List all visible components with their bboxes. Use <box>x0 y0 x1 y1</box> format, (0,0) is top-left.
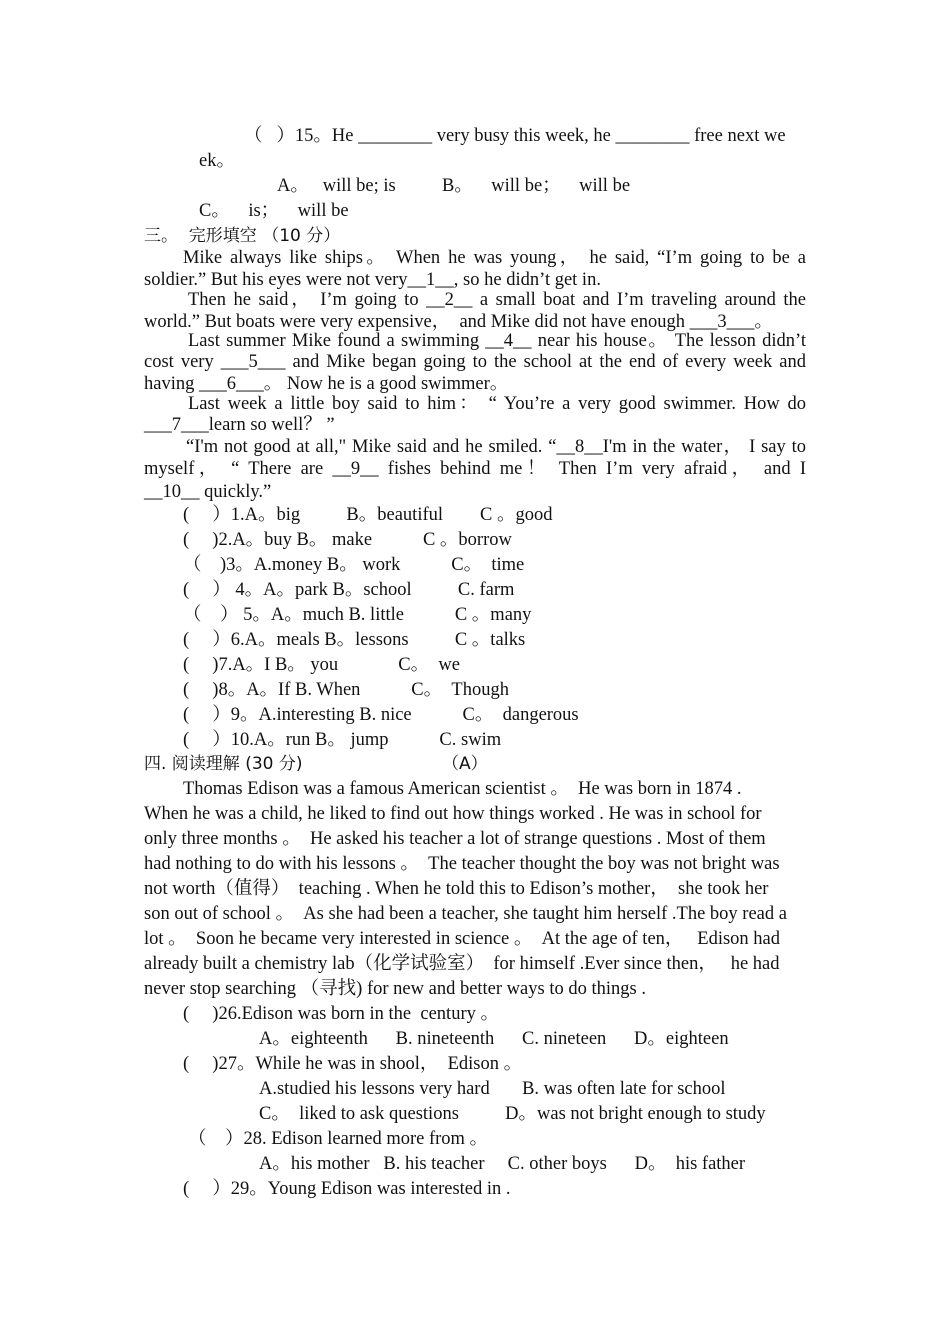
cloze-line-3: Then he said， I’m going to __2__ a small boat and I’m traveling around the <box>188 290 806 310</box>
cloze-line-4: world.” But boats were very expensive， and Mike did not have enough ___3___。 <box>144 312 773 332</box>
question-28-options: A。his mother B. his teacher C. other boys D。 his father <box>259 1154 746 1174</box>
reading-line-6: son out of school 。 As she had been a teacher, she taught him herself .The boy read a <box>144 904 787 924</box>
cloze-line-12: __10__ quickly.” <box>144 482 272 502</box>
cloze-question-10: ( ）10.A。run B。 jump C. swim <box>183 730 502 750</box>
cloze-line-7: having ___6___。 Now he is a good swimmer。 <box>144 374 509 394</box>
q15-option-c: C。 is； will be <box>199 201 349 221</box>
cloze-line-6: cost very ___5___ and Mike began going to the school at the end of every week and <box>144 352 806 372</box>
question-29-stem: ( ）29。Young Edison was interested in . <box>183 1179 511 1199</box>
cloze-line-1: Mike always like ships。 When he was young， he said, “I’m going to be a <box>183 248 806 268</box>
reading-line-8: already built a chemistry lab（化学试验室） for himself .Ever since then， he had <box>144 954 780 974</box>
reading-line-9: never stop searching （寻找) for new and better ways to do things . <box>144 979 646 999</box>
cloze-question-4: ( ） 4。A。park B。school C. farm <box>183 580 515 600</box>
section4-part-label: （A） <box>442 754 488 774</box>
q15-stem-line1: （ ）15。He ________ very busy this week, he ________ free next we <box>244 126 786 146</box>
cloze-question-7: ( )7.A。I B。 you C。 we <box>183 655 460 675</box>
reading-line-7: lot 。 Soon he became very interested in science 。 At the age of ten， Edison had <box>144 929 781 949</box>
question-26-options: A。eighteenth B. nineteenth C. nineteen D。eighteen <box>259 1029 729 1049</box>
reading-line-2: When he was a child, he liked to find out how things worked . He was in school for <box>144 804 762 824</box>
cloze-question-8: ( )8。A。If B. When C。 Though <box>183 680 509 700</box>
q15-options-ab: A。 will be; is B。 will be； will be <box>277 176 631 196</box>
question-26-stem: ( )26.Edison was born in the century 。 <box>183 1004 499 1024</box>
question-27-options-ab: A.studied his lessons very hard B. was often late for school <box>259 1079 726 1099</box>
cloze-question-1: ( ）1.A。big B。beautiful C 。good <box>183 505 553 525</box>
cloze-line-8: Last week a little boy said to him： “ You’re a very good swimmer. How do <box>188 394 806 414</box>
q15-stem-line2: ek。 <box>199 151 235 171</box>
section3-heading: 三。 完形填空 （10 分） <box>144 226 341 246</box>
cloze-question-6: ( ）6.A。meals B。lessons C 。talks <box>183 630 526 650</box>
cloze-question-5: （ ） 5。A。much B. little C 。many <box>183 605 532 625</box>
cloze-question-3: （ )3。A.money B。 work C。 time <box>183 555 525 575</box>
reading-line-1: Thomas Edison was a famous American scientist 。 He was born in 1874 . <box>183 779 742 799</box>
question-28-stem: （ ）28. Edison learned more from 。 <box>188 1129 489 1149</box>
question-27-options-cd: C。 liked to ask questions D。was not bright enough to study <box>259 1104 766 1124</box>
cloze-line-11: myself， “ There are __9__ fishes behind me！ Then I’m very afraid， and I <box>144 459 806 479</box>
reading-line-5: not worth（值得） teaching . When he told this to Edison’s mother， she took her <box>144 879 769 899</box>
cloze-line-10: “I'm not good at all," Mike said and he smiled. “__8__I'm in the water， I say to <box>186 437 806 457</box>
cloze-question-2: ( )2.A。buy B。 make C 。borrow <box>183 530 512 550</box>
reading-line-3: only three months 。 He asked his teacher a lot of strange questions . Most of them <box>144 829 766 849</box>
reading-line-4: had nothing to do with his lessons 。 The teacher thought the boy was not bright was <box>144 854 780 874</box>
cloze-line-9: ___7___learn so well？ ” <box>144 415 335 435</box>
cloze-line-2: soldier.” But his eyes were not very__1__, so he didn’t get in. <box>144 270 601 290</box>
cloze-question-9: ( ）9。A.interesting B. nice C。 dangerous <box>183 705 579 725</box>
section4-heading: 四. 阅读理解 (30 分) <box>144 754 303 774</box>
question-27-stem: ( )27。While he was in shool， Edison 。 <box>183 1054 523 1074</box>
cloze-line-5: Last summer Mike found a swimming __4__ near his house。 The lesson didn’t <box>188 331 806 351</box>
